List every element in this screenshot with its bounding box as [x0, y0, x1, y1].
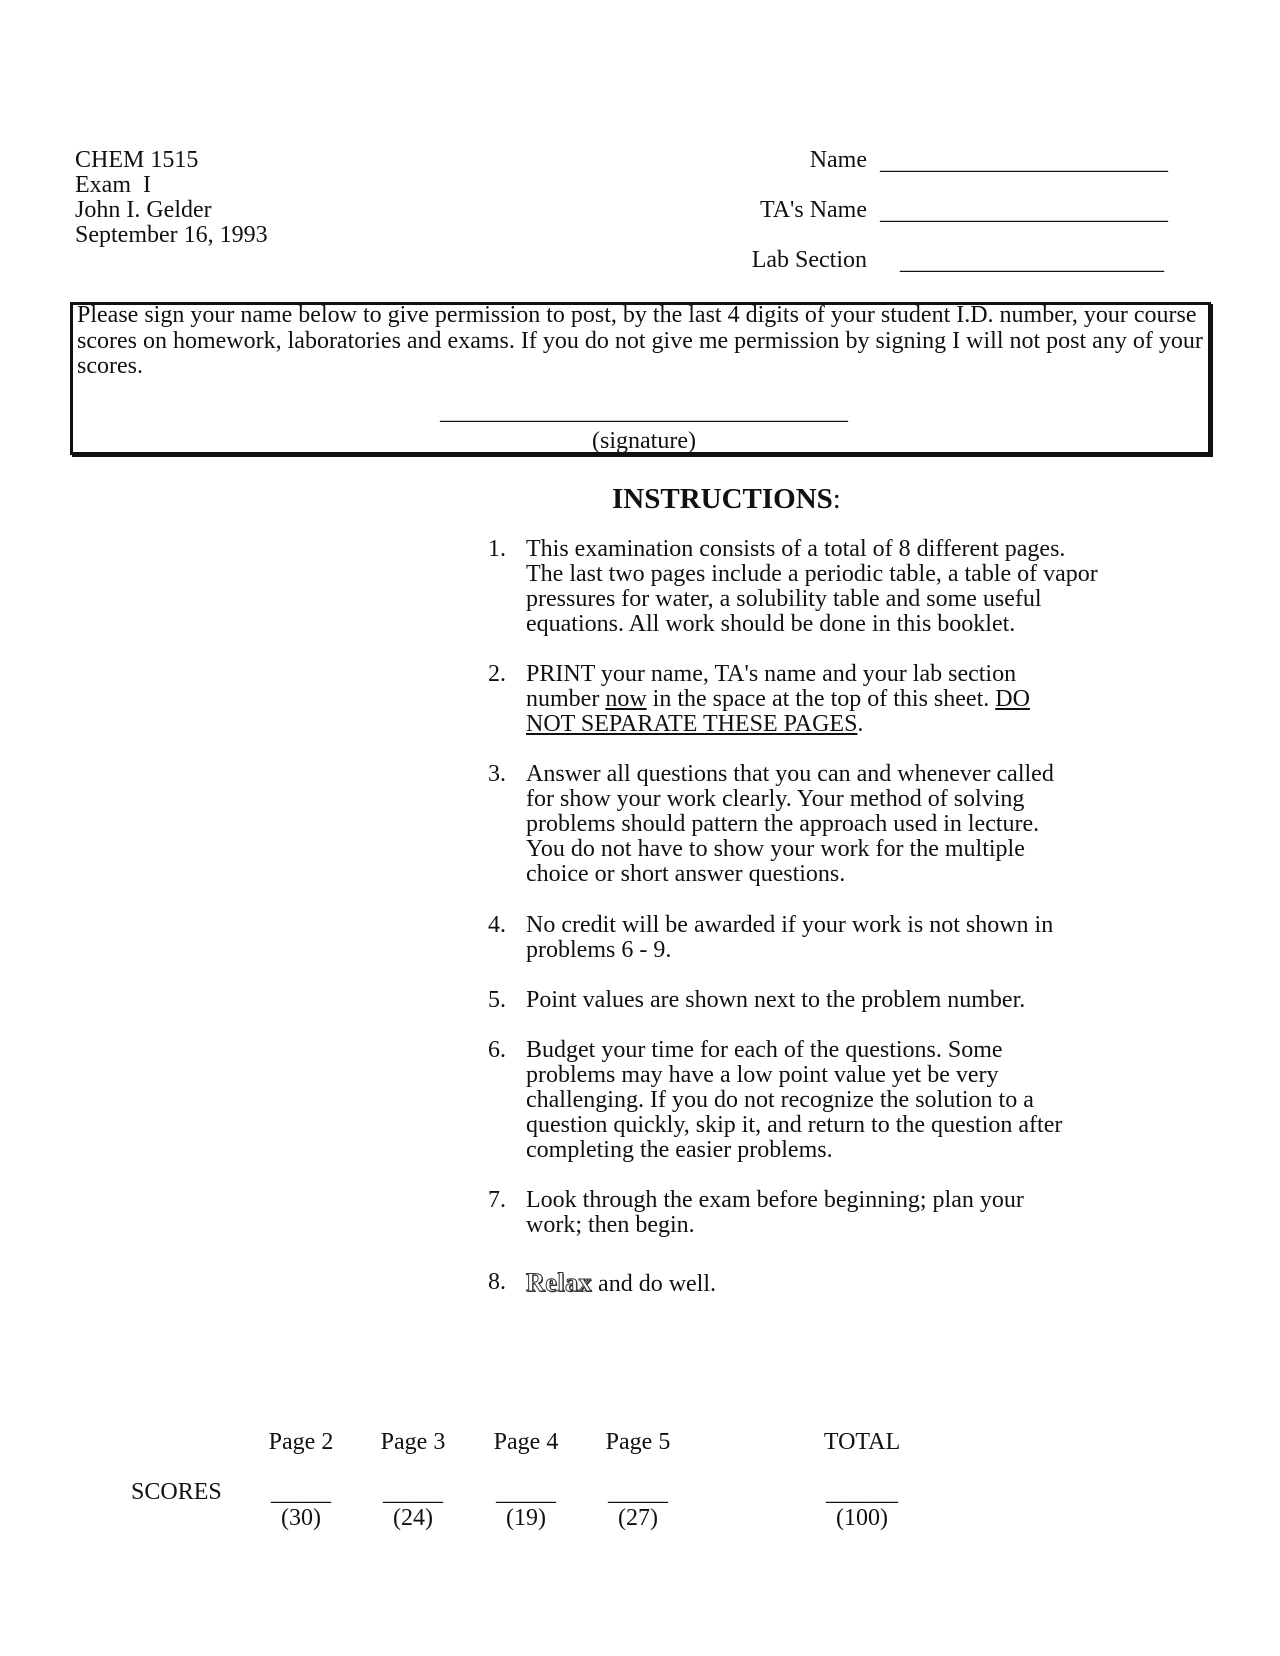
- permission-text: Please sign your name below to give permission to post, by the last 4 digits of your student I.D. number, your course scores on homework, laboratories and exams. If you do not give me permission by signing I will not post any of your scores.: [77, 302, 1203, 379]
- signature-line[interactable]: __________________________________: [440, 399, 848, 425]
- score-header: TOTAL: [823, 1429, 901, 1455]
- course-code: CHEM 1515: [75, 147, 199, 173]
- instruction-text-part: in the space at the top of this sheet.: [646, 686, 996, 712]
- instruction-number: 4.: [488, 912, 506, 938]
- score-header: Page 5: [605, 1429, 671, 1455]
- instruction-text-part: and do well.: [592, 1271, 717, 1297]
- instruction-text: [526, 662, 1126, 737]
- relax-word: Relax: [526, 1268, 593, 1297]
- lab-section-label: Lab Section: [751, 247, 867, 273]
- ta-name-label: TA's Name: [759, 197, 867, 223]
- score-points: (19): [506, 1505, 546, 1531]
- score-column-page-5: [593, 1430, 683, 1531]
- score-points: (30): [281, 1505, 321, 1531]
- instruction-number: 3.: [488, 761, 506, 787]
- signature-caption: (signature): [592, 428, 696, 454]
- instruction-text: [526, 1270, 1126, 1297]
- instruction-text: Point values are shown next to the problem number.: [526, 987, 1026, 1013]
- exam-date: September 16, 1993: [75, 222, 268, 248]
- instruction-number: 6.: [488, 1037, 506, 1063]
- score-points: (100): [836, 1505, 888, 1531]
- score-blank[interactable]: _____: [496, 1480, 556, 1506]
- instructions-title-colon: :: [832, 483, 841, 515]
- score-header: Page 2: [268, 1429, 334, 1455]
- ta-name-field[interactable]: ________________________: [880, 199, 1168, 225]
- instructor-name: John I. Gelder: [75, 197, 212, 223]
- emphasis-do: DO: [995, 686, 1030, 712]
- score-header: Page 3: [380, 1429, 446, 1455]
- name-field[interactable]: ________________________: [880, 149, 1168, 175]
- score-blank[interactable]: ______: [826, 1480, 898, 1506]
- score-column-page-3: [368, 1430, 458, 1531]
- score-blank[interactable]: _____: [271, 1480, 331, 1506]
- instruction-text-part: PRINT your name, TA's name and your lab section number: [526, 661, 1017, 712]
- instruction-text: Answer all questions that you can and whenever called for show your work clearly. Your method of solving problems should pattern the approach used in lecture. You do not have to show your work for the multiple choice or short answer questions.: [526, 761, 1054, 887]
- score-column-page-4: [481, 1430, 571, 1531]
- instruction-number: 7.: [488, 1187, 506, 1213]
- name-label: Name: [809, 147, 867, 173]
- instruction-number: 8.: [488, 1269, 506, 1295]
- emphasis-now: now: [605, 686, 647, 712]
- score-header: Page 4: [493, 1429, 559, 1455]
- scores-label: SCORES: [131, 1479, 222, 1505]
- instruction-number: 2.: [488, 661, 506, 687]
- instruction-number: 5.: [488, 987, 506, 1013]
- instruction-text: Budget your time for each of the questions. Some problems may have a low point value yet be very challenging. If you do not recognize the solution to a question quickly, skip it, and return to the question after completing the easier problems.: [526, 1037, 1063, 1163]
- score-blank[interactable]: _____: [383, 1480, 443, 1506]
- score-column-page-2: [256, 1430, 346, 1531]
- instruction-text: This examination consists of a total of 8 different pages. The last two pages include a periodic table, a table of vapor pressures for water, a solubility table and some useful equations. All work should be done in this booklet.: [526, 536, 1098, 637]
- instruction-text: No credit will be awarded if your work is not shown in problems 6 - 9.: [526, 912, 1054, 963]
- score-blank[interactable]: _____: [608, 1480, 668, 1506]
- score-points: (24): [393, 1505, 433, 1531]
- exam-title: Exam I: [75, 172, 151, 198]
- instruction-number: 1.: [488, 536, 506, 562]
- score-column-total: [817, 1430, 907, 1531]
- instructions-title-text: INSTRUCTIONS: [612, 483, 833, 515]
- lab-section-field[interactable]: ______________________: [900, 249, 1164, 275]
- instruction-text: Look through the exam before beginning; plan your work; then begin.: [526, 1187, 1024, 1238]
- exam-header-info: [75, 148, 268, 248]
- permission-box: [70, 302, 1211, 455]
- score-points: (27): [618, 1505, 658, 1531]
- emphasis-not-separate: NOT SEPARATE THESE PAGES: [526, 711, 858, 737]
- instructions-heading: [612, 484, 841, 514]
- instruction-text-part: .: [857, 711, 864, 737]
